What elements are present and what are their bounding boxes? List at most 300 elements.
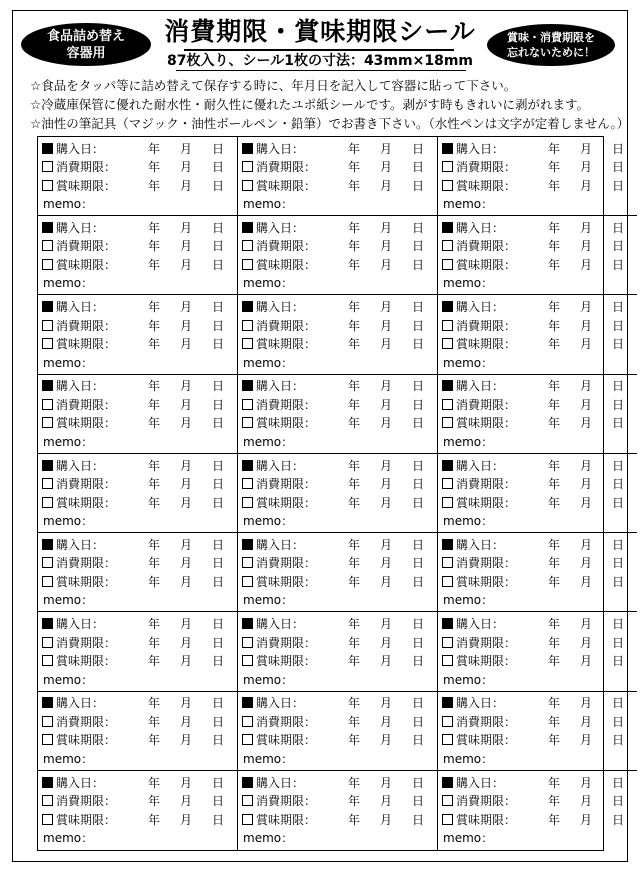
- best-before-label: 賞味期限：: [256, 654, 317, 669]
- date-units: [538, 140, 634, 157]
- filled-square-icon: [42, 380, 53, 391]
- checkbox-icon[interactable]: [42, 478, 53, 489]
- month-unit: 月: [179, 416, 192, 431]
- sticker-label[interactable]: [238, 375, 438, 454]
- memo-label: memo：: [443, 751, 494, 766]
- memo-row: [242, 591, 434, 610]
- month-unit: 月: [379, 337, 392, 352]
- checkbox-icon[interactable]: [42, 320, 53, 331]
- month-unit: 月: [179, 574, 192, 589]
- checkbox-icon[interactable]: [242, 338, 253, 349]
- checkbox-icon[interactable]: [42, 240, 53, 251]
- consume-by-label: 消費期限：: [456, 477, 517, 492]
- date-units: [538, 811, 634, 828]
- memo-row: [442, 511, 634, 530]
- purchase-date-label: 購入日：: [256, 141, 305, 156]
- day-unit: 日: [411, 458, 424, 473]
- year-unit: 年: [347, 537, 360, 552]
- month-unit: 月: [179, 617, 192, 632]
- checkbox-icon[interactable]: [442, 497, 453, 508]
- best-before-label: 賞味期限：: [456, 495, 517, 510]
- checkbox-icon[interactable]: [42, 655, 53, 666]
- sticker-label[interactable]: [38, 137, 238, 216]
- year-unit: 年: [147, 733, 160, 748]
- date-units: [338, 713, 434, 730]
- checkbox-icon[interactable]: [442, 655, 453, 666]
- checkbox-icon[interactable]: [42, 734, 53, 745]
- best-before-label: 賞味期限：: [456, 416, 517, 431]
- best-before-row: [242, 414, 434, 433]
- date-units: [338, 219, 434, 236]
- year-unit: 年: [347, 416, 360, 431]
- date-units: [338, 634, 434, 651]
- consume-by-row: [442, 237, 634, 256]
- day-unit: 日: [611, 239, 624, 254]
- day-unit: 日: [611, 318, 624, 333]
- checkbox-icon[interactable]: [42, 338, 53, 349]
- checkbox-icon[interactable]: [42, 497, 53, 508]
- purchase-date-label: 購入日：: [56, 379, 105, 394]
- year-unit: 年: [547, 574, 560, 589]
- day-unit: 日: [211, 812, 224, 827]
- sticker-label[interactable]: [38, 692, 238, 771]
- day-unit: 日: [611, 812, 624, 827]
- checkbox-icon[interactable]: [242, 161, 253, 172]
- memo-row: [442, 432, 634, 451]
- day-unit: 日: [211, 300, 224, 315]
- date-units: [138, 158, 234, 175]
- memo-label: memo：: [243, 831, 294, 846]
- checkbox-icon[interactable]: [242, 557, 253, 568]
- consume-by-label: 消費期限：: [456, 318, 517, 333]
- date-units: [338, 573, 434, 590]
- purchase-date-row: [242, 773, 434, 792]
- year-unit: 年: [147, 556, 160, 571]
- checkbox-icon[interactable]: [242, 497, 253, 508]
- day-unit: 日: [211, 556, 224, 571]
- best-before-row: [242, 176, 434, 195]
- memo-label: memo：: [243, 672, 294, 687]
- day-unit: 日: [411, 379, 424, 394]
- purchase-date-row: [242, 614, 434, 633]
- date-units: [538, 256, 634, 273]
- usage-badge-line2: 容器用: [66, 45, 106, 61]
- date-units: [138, 774, 234, 791]
- day-unit: 日: [411, 257, 424, 272]
- date-units: [138, 177, 234, 194]
- purchase-date-label: 購入日：: [256, 300, 305, 315]
- year-unit: 年: [547, 477, 560, 492]
- purchase-date-row: [442, 456, 634, 475]
- checkbox-icon[interactable]: [242, 240, 253, 251]
- best-before-row: [242, 651, 434, 670]
- filled-square-icon: [442, 301, 453, 312]
- best-before-row: [442, 414, 634, 433]
- filled-square-icon: [242, 697, 253, 708]
- filled-square-icon: [442, 143, 453, 154]
- note-line: ☆冷蔵庫保管に優れた耐水性・耐久性に優れたユポ紙シールです。剥がす時もきれいに剥がれます。: [30, 97, 589, 112]
- checkbox-icon[interactable]: [42, 161, 53, 172]
- memo-label: memo：: [43, 672, 94, 687]
- sticker-label[interactable]: [238, 771, 438, 850]
- purchase-date-row: [42, 535, 234, 554]
- day-unit: 日: [411, 220, 424, 235]
- checkbox-icon[interactable]: [442, 180, 453, 191]
- filled-square-icon: [242, 143, 253, 154]
- best-before-row: [442, 176, 634, 195]
- date-units: [538, 475, 634, 492]
- checkbox-icon[interactable]: [442, 814, 453, 825]
- consume-by-row: [42, 316, 234, 335]
- sticker-label[interactable]: [38, 375, 238, 454]
- sticker-label[interactable]: [438, 216, 637, 295]
- checkbox-icon[interactable]: [242, 795, 253, 806]
- best-before-label: 賞味期限：: [456, 733, 517, 748]
- checkbox-icon[interactable]: [442, 478, 453, 489]
- month-unit: 月: [379, 775, 392, 790]
- year-unit: 年: [547, 537, 560, 552]
- purchase-date-label: 購入日：: [456, 537, 505, 552]
- day-unit: 日: [411, 416, 424, 431]
- month-unit: 月: [379, 654, 392, 669]
- sticker-label[interactable]: [438, 533, 637, 612]
- sticker-label[interactable]: [438, 295, 637, 374]
- date-units: [138, 219, 234, 236]
- month-unit: 月: [179, 556, 192, 571]
- best-before-label: 賞味期限：: [256, 574, 317, 589]
- year-unit: 年: [147, 337, 160, 352]
- sticker-label[interactable]: [38, 454, 238, 533]
- month-unit: 月: [579, 556, 592, 571]
- day-unit: 日: [611, 141, 624, 156]
- checkbox-icon[interactable]: [242, 655, 253, 666]
- sticker-label[interactable]: [438, 454, 637, 533]
- reminder-badge-line1: 賞味・消費期限を: [507, 31, 595, 44]
- filled-square-icon: [242, 618, 253, 629]
- filled-square-icon: [442, 777, 453, 788]
- date-units: [138, 811, 234, 828]
- checkbox-icon[interactable]: [442, 417, 453, 428]
- best-before-row: [442, 572, 634, 591]
- sticker-label[interactable]: [438, 375, 637, 454]
- checkbox-icon[interactable]: [442, 240, 453, 251]
- best-before-label: 賞味期限：: [456, 337, 517, 352]
- checkbox-icon[interactable]: [442, 576, 453, 587]
- month-unit: 月: [379, 160, 392, 175]
- month-unit: 月: [179, 696, 192, 711]
- consume-by-label: 消費期限：: [256, 635, 317, 650]
- day-unit: 日: [411, 160, 424, 175]
- best-before-row: [242, 255, 434, 274]
- filled-square-icon: [42, 697, 53, 708]
- checkbox-icon[interactable]: [242, 576, 253, 587]
- checkbox-icon[interactable]: [442, 161, 453, 172]
- month-unit: 月: [179, 141, 192, 156]
- year-unit: 年: [147, 635, 160, 650]
- sticker-label[interactable]: [238, 692, 438, 771]
- checkbox-icon[interactable]: [242, 637, 253, 648]
- sticker-label[interactable]: [38, 533, 238, 612]
- year-unit: 年: [347, 300, 360, 315]
- sticker-label[interactable]: [438, 692, 637, 771]
- subtitle-underline: [176, 70, 466, 71]
- year-unit: 年: [547, 617, 560, 632]
- date-units: [338, 457, 434, 474]
- day-unit: 日: [411, 495, 424, 510]
- month-unit: 月: [179, 160, 192, 175]
- checkbox-icon[interactable]: [242, 734, 253, 745]
- date-units: [538, 792, 634, 809]
- month-unit: 月: [179, 733, 192, 748]
- date-units: [138, 475, 234, 492]
- consume-by-row: [42, 791, 234, 810]
- memo-label: memo：: [443, 831, 494, 846]
- sticker-label[interactable]: [238, 454, 438, 533]
- day-unit: 日: [611, 617, 624, 632]
- year-unit: 年: [547, 239, 560, 254]
- consume-by-label: 消費期限：: [56, 239, 117, 254]
- checkbox-icon[interactable]: [42, 716, 53, 727]
- checkbox-icon[interactable]: [242, 180, 253, 191]
- checkbox-icon[interactable]: [42, 814, 53, 825]
- best-before-label: 賞味期限：: [256, 812, 317, 827]
- month-unit: 月: [579, 495, 592, 510]
- month-unit: 月: [579, 300, 592, 315]
- month-unit: 月: [379, 812, 392, 827]
- year-unit: 年: [347, 733, 360, 748]
- date-units: [138, 634, 234, 651]
- memo-row: [42, 195, 234, 214]
- checkbox-icon[interactable]: [442, 259, 453, 270]
- year-unit: 年: [347, 160, 360, 175]
- purchase-date-row: [42, 218, 234, 237]
- memo-row: [442, 591, 634, 610]
- checkbox-icon[interactable]: [42, 259, 53, 270]
- year-unit: 年: [547, 733, 560, 748]
- date-units: [338, 731, 434, 748]
- memo-row: [42, 670, 234, 689]
- consume-by-label: 消費期限：: [256, 397, 317, 412]
- month-unit: 月: [579, 160, 592, 175]
- sticker-label[interactable]: [238, 295, 438, 374]
- day-unit: 日: [411, 714, 424, 729]
- checkbox-icon[interactable]: [442, 734, 453, 745]
- checkbox-icon[interactable]: [242, 478, 253, 489]
- day-unit: 日: [611, 477, 624, 492]
- sticker-label[interactable]: [438, 771, 637, 850]
- checkbox-icon[interactable]: [242, 259, 253, 270]
- sticker-label[interactable]: [238, 137, 438, 216]
- consume-by-row: [442, 554, 634, 573]
- sticker-label[interactable]: [438, 137, 637, 216]
- month-unit: 月: [379, 733, 392, 748]
- consume-by-row: [42, 474, 234, 493]
- year-unit: 年: [347, 812, 360, 827]
- sticker-label[interactable]: [38, 612, 238, 691]
- year-unit: 年: [347, 775, 360, 790]
- day-unit: 日: [611, 257, 624, 272]
- checkbox-icon[interactable]: [442, 637, 453, 648]
- purchase-date-row: [242, 139, 434, 158]
- checkbox-icon[interactable]: [42, 557, 53, 568]
- year-unit: 年: [147, 495, 160, 510]
- month-unit: 月: [579, 220, 592, 235]
- memo-row: [242, 353, 434, 372]
- consume-by-row: [442, 316, 634, 335]
- day-unit: 日: [411, 775, 424, 790]
- checkbox-icon[interactable]: [442, 338, 453, 349]
- date-units: [138, 731, 234, 748]
- checkbox-icon[interactable]: [442, 795, 453, 806]
- checkbox-icon[interactable]: [42, 637, 53, 648]
- consume-by-row: [442, 712, 634, 731]
- reminder-badge-line2: 忘れないために！: [507, 46, 595, 59]
- day-unit: 日: [611, 458, 624, 473]
- consume-by-row: [442, 474, 634, 493]
- year-unit: 年: [547, 775, 560, 790]
- date-units: [338, 554, 434, 571]
- best-before-label: 賞味期限：: [456, 178, 517, 193]
- memo-label: memo：: [243, 197, 294, 212]
- month-unit: 月: [379, 318, 392, 333]
- sticker-label[interactable]: [38, 295, 238, 374]
- memo-row: [442, 274, 634, 293]
- consume-by-row: [42, 395, 234, 414]
- checkbox-icon[interactable]: [42, 180, 53, 191]
- year-unit: 年: [147, 537, 160, 552]
- purchase-date-row: [442, 614, 634, 633]
- purchase-date-label: 購入日：: [456, 696, 505, 711]
- consume-by-label: 消費期限：: [256, 477, 317, 492]
- purchase-date-row: [442, 139, 634, 158]
- day-unit: 日: [211, 635, 224, 650]
- date-units: [138, 335, 234, 352]
- memo-row: [442, 749, 634, 768]
- year-unit: 年: [547, 812, 560, 827]
- checkbox-icon[interactable]: [442, 320, 453, 331]
- sticker-label[interactable]: [238, 216, 438, 295]
- checkbox-icon[interactable]: [242, 716, 253, 727]
- memo-row: [442, 353, 634, 372]
- purchase-date-row: [42, 614, 234, 633]
- day-unit: 日: [411, 537, 424, 552]
- instruction-notes: [30, 76, 630, 133]
- checkbox-icon[interactable]: [242, 320, 253, 331]
- page-subtitle: 87枚入り、シール1枚の寸法：43mm×18mm: [167, 53, 473, 69]
- filled-square-icon: [442, 460, 453, 471]
- date-units: [338, 774, 434, 791]
- sticker-label[interactable]: [238, 533, 438, 612]
- day-unit: 日: [611, 178, 624, 193]
- best-before-row: [242, 731, 434, 750]
- day-unit: 日: [411, 696, 424, 711]
- date-units: [138, 694, 234, 711]
- day-unit: 日: [211, 397, 224, 412]
- day-unit: 日: [411, 556, 424, 571]
- month-unit: 月: [579, 617, 592, 632]
- filled-square-icon: [442, 222, 453, 233]
- date-units: [538, 554, 634, 571]
- checkbox-icon[interactable]: [42, 417, 53, 428]
- best-before-label: 賞味期限：: [56, 574, 117, 589]
- date-units: [338, 177, 434, 194]
- memo-label: memo：: [43, 514, 94, 529]
- sticker-label[interactable]: [238, 612, 438, 691]
- checkbox-icon[interactable]: [42, 576, 53, 587]
- day-unit: 日: [211, 416, 224, 431]
- year-unit: 年: [147, 257, 160, 272]
- consume-by-row: [242, 316, 434, 335]
- best-before-row: [442, 731, 634, 750]
- month-unit: 月: [179, 220, 192, 235]
- note-line: ☆油性の筆記具（マジック・油性ボールペン・鉛筆）でお書き下さい。（水性ペンは文字が定着しません。）: [30, 116, 630, 131]
- day-unit: 日: [211, 318, 224, 333]
- date-units: [338, 256, 434, 273]
- purchase-date-label: 購入日：: [256, 458, 305, 473]
- year-unit: 年: [547, 318, 560, 333]
- best-before-row: [242, 334, 434, 353]
- year-unit: 年: [547, 178, 560, 193]
- date-units: [338, 377, 434, 394]
- memo-row: [242, 670, 434, 689]
- checkbox-icon[interactable]: [442, 716, 453, 727]
- sticker-label[interactable]: [438, 612, 637, 691]
- checkbox-icon[interactable]: [242, 399, 253, 410]
- checkbox-icon[interactable]: [442, 557, 453, 568]
- date-units: [338, 652, 434, 669]
- year-unit: 年: [147, 574, 160, 589]
- consume-by-label: 消費期限：: [256, 318, 317, 333]
- day-unit: 日: [211, 458, 224, 473]
- month-unit: 月: [579, 794, 592, 809]
- checkbox-icon[interactable]: [442, 399, 453, 410]
- date-units: [538, 652, 634, 669]
- checkbox-icon[interactable]: [242, 814, 253, 825]
- year-unit: 年: [147, 714, 160, 729]
- day-unit: 日: [211, 696, 224, 711]
- checkbox-icon[interactable]: [242, 417, 253, 428]
- sticker-label[interactable]: [38, 771, 238, 850]
- year-unit: 年: [547, 635, 560, 650]
- page-title: 消費期限・賞味期限シール: [164, 17, 476, 46]
- memo-row: [42, 828, 234, 847]
- month-unit: 月: [379, 495, 392, 510]
- date-units: [338, 811, 434, 828]
- consume-by-label: 消費期限：: [456, 714, 517, 729]
- year-unit: 年: [147, 775, 160, 790]
- month-unit: 月: [179, 458, 192, 473]
- usage-badge: [21, 23, 151, 66]
- consume-by-label: 消費期限：: [256, 556, 317, 571]
- memo-row: [42, 274, 234, 293]
- year-unit: 年: [547, 416, 560, 431]
- day-unit: 日: [411, 812, 424, 827]
- checkbox-icon[interactable]: [42, 399, 53, 410]
- sticker-label[interactable]: [38, 216, 238, 295]
- memo-row: [242, 195, 434, 214]
- day-unit: 日: [211, 220, 224, 235]
- month-unit: 月: [379, 696, 392, 711]
- day-unit: 日: [211, 160, 224, 175]
- label-grid: [37, 136, 624, 851]
- month-unit: 月: [579, 733, 592, 748]
- month-unit: 月: [579, 257, 592, 272]
- month-unit: 月: [179, 495, 192, 510]
- date-units: [538, 298, 634, 315]
- purchase-date-row: [442, 773, 634, 792]
- day-unit: 日: [411, 337, 424, 352]
- checkbox-icon[interactable]: [42, 795, 53, 806]
